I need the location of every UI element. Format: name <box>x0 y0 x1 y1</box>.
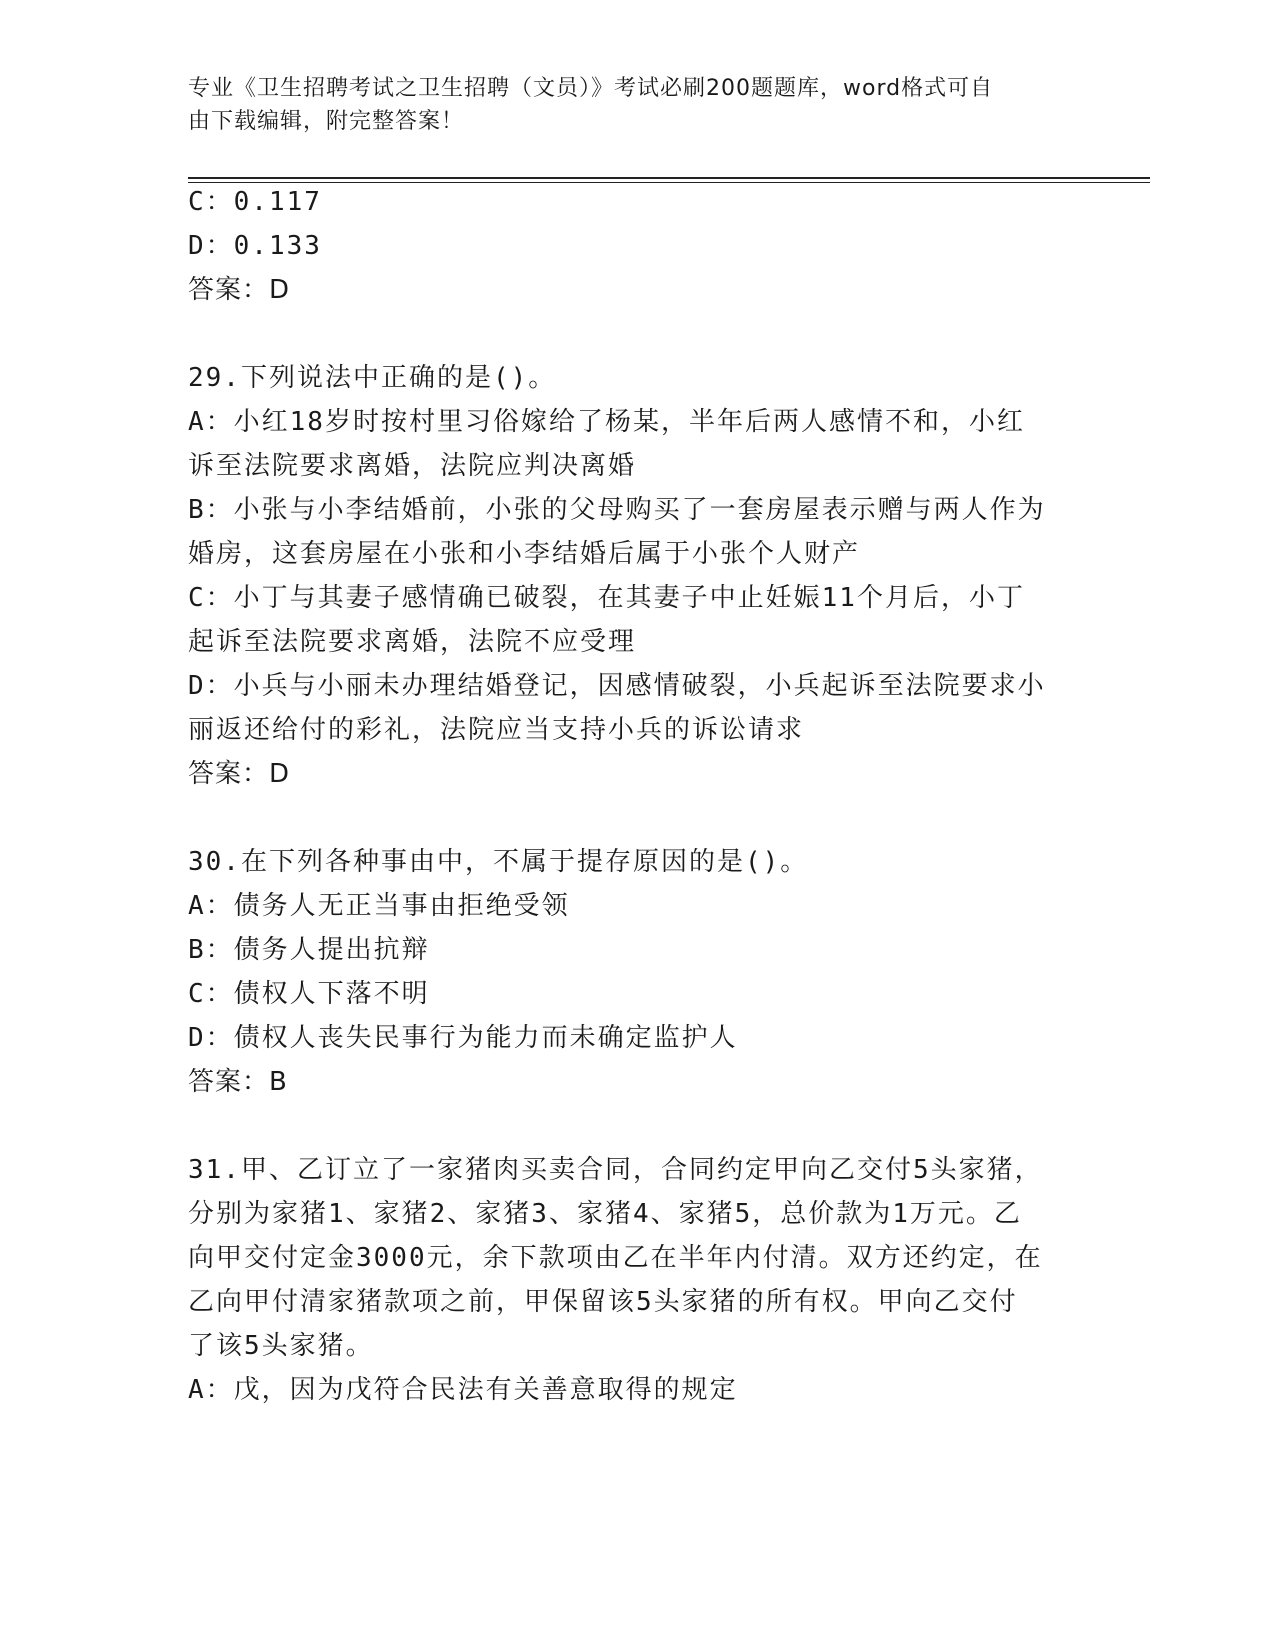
q28-option-d: D：0.133 <box>188 231 322 261</box>
q29-stem: 29.下列说法中正确的是()。 <box>188 363 557 393</box>
q29-option-c-line2: 起诉至法院要求离婚，法院不应受理 <box>188 627 637 657</box>
q30-option-b: B：债务人提出抗辩 <box>188 935 430 965</box>
q29-option-a-line2: 诉至法院要求离婚，法院应判决离婚 <box>188 451 637 481</box>
header-line-2: 由下载编辑，附完整答案！ <box>188 109 465 134</box>
q31-stem-line2: 分别为家猪1、家猪2、家猪3、家猪4、家猪5，总价款为1万元。乙 <box>188 1199 1022 1229</box>
q28-answer: 答案：D <box>188 275 291 305</box>
q29-answer: 答案：D <box>188 759 291 789</box>
q30-stem: 30.在下列各种事由中，不属于提存原因的是()。 <box>188 847 809 877</box>
q29-option-d-line2: 丽返还给付的彩礼，法院应当支持小兵的诉讼请求 <box>188 715 805 745</box>
q31-stem-line3: 向甲交付定金3000元，余下款项由乙在半年内付清。双方还约定，在 <box>188 1243 1043 1273</box>
q30-answer: 答案：B <box>188 1067 288 1097</box>
q30-option-d: D：债权人丧失民事行为能力而未确定监护人 <box>188 1023 738 1053</box>
q29-option-b-line2: 婚房，这套房屋在小张和小李结婚后属于小张个人财产 <box>188 539 861 569</box>
q31-stem-line1: 31.甲、乙订立了一家猪肉买卖合同，合同约定甲向乙交付5头家猪， <box>188 1155 1043 1185</box>
document-header <box>188 72 1078 138</box>
q29-option-c-line1: C：小丁与其妻子感情确已破裂，在其妻子中止妊娠11个月后，小丁 <box>188 583 1025 613</box>
q28-option-c: C：0.117 <box>188 187 322 217</box>
q30-option-c: C：债权人下落不明 <box>188 979 430 1009</box>
header-divider-thin <box>188 182 1150 183</box>
q29-option-b-line1: B：小张与小李结婚前，小张的父母购买了一套房屋表示赠与两人作为 <box>188 495 1046 525</box>
q31-stem-line4: 乙向甲付清家猪款项之前，甲保留该5头家猪的所有权。甲向乙交付 <box>188 1287 1018 1317</box>
q29-option-a-line1: A：小红18岁时按村里习俗嫁给了杨某，半年后两人感情不和，小红 <box>188 407 1025 437</box>
q31-stem-line5: 了该5头家猪。 <box>188 1331 374 1361</box>
q30-option-a: A：债务人无正当事由拒绝受领 <box>188 891 570 921</box>
q31-option-a: A：戊，因为戊符合民法有关善意取得的规定 <box>188 1375 738 1405</box>
header-line-1: 专业《卫生招聘考试之卫生招聘（文员）》考试必刷200题题库，word格式可自 <box>188 76 994 101</box>
q29-option-d-line1: D：小兵与小丽未办理结婚登记，因感情破裂，小兵起诉至法院要求小 <box>188 671 1046 701</box>
header-divider <box>188 177 1150 179</box>
